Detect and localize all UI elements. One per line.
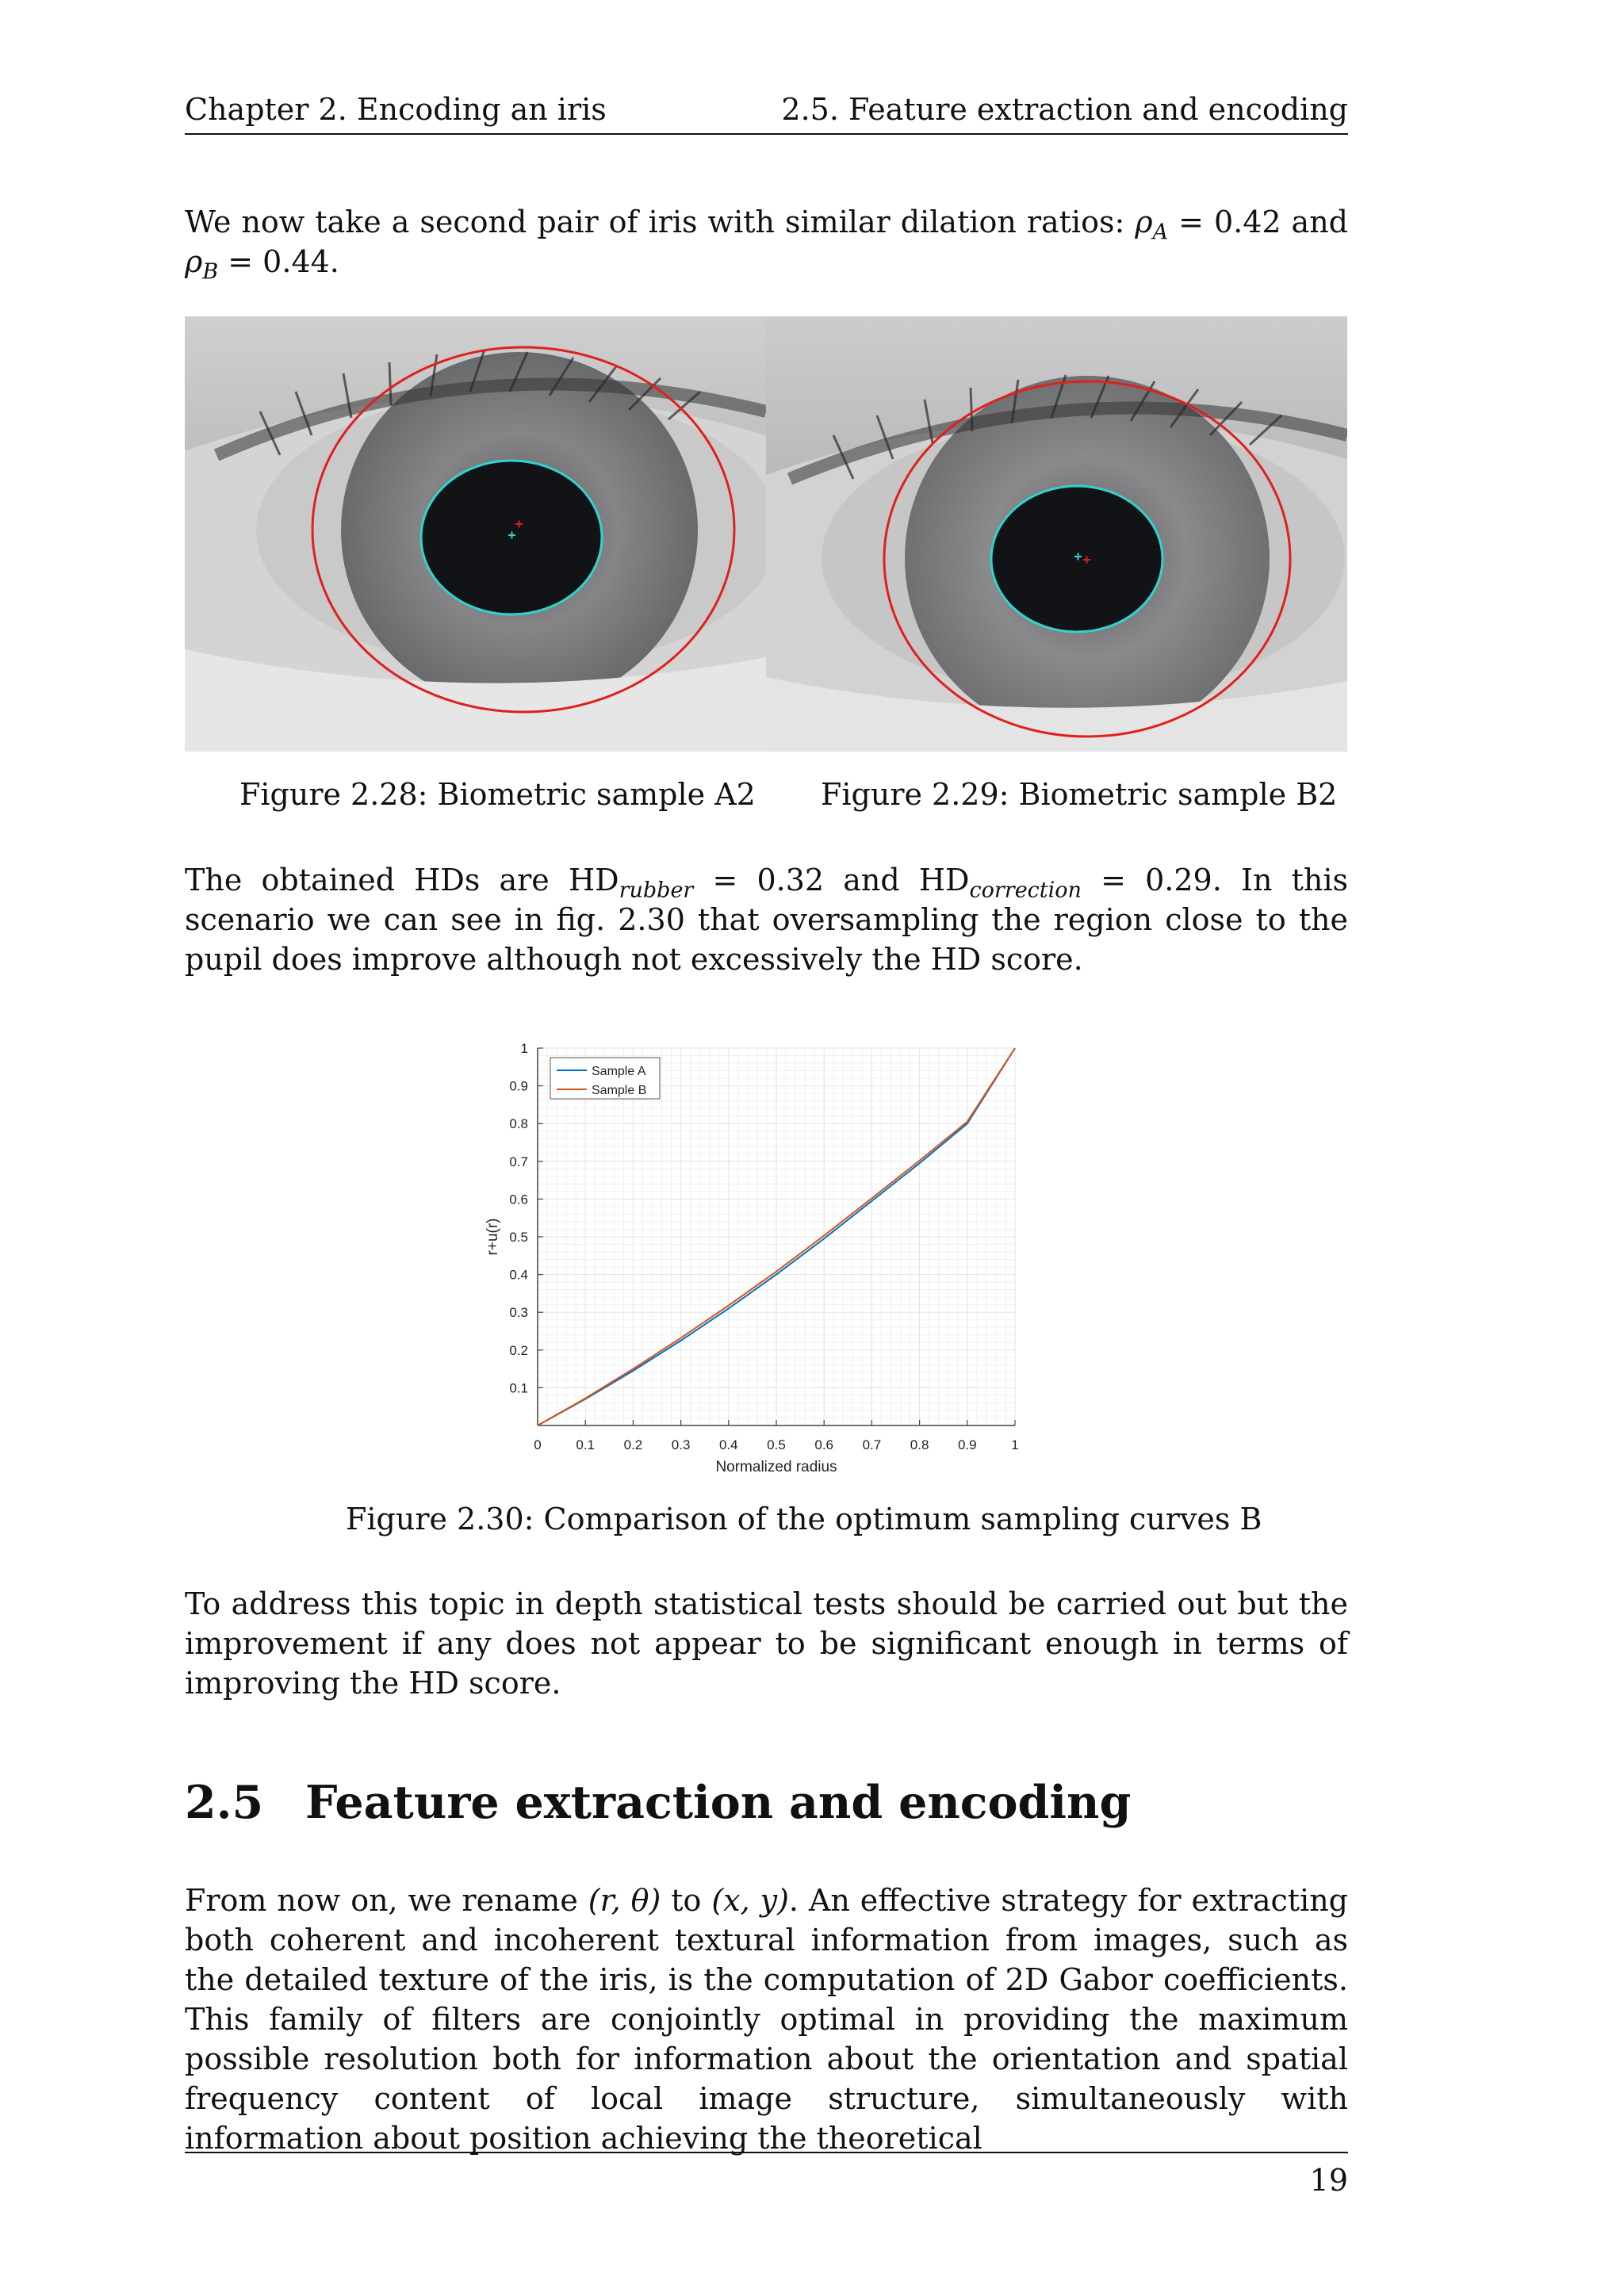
sampling-curve-chart	[484, 1031, 1039, 1483]
figure-caption-2-30: Figure 2.30: Comparison of the optimum sampling curves B	[346, 1502, 1262, 1536]
legend-label: Sample A	[592, 1065, 646, 1078]
rho-b-subscript: B	[202, 259, 219, 285]
x-axis-label: Normalized radius	[715, 1459, 837, 1475]
conclusion-paragraph: To address this topic in depth statistical tests should be carried out but the improvement if any does not appear to be significant enough in terms of improving the HD score.	[185, 1586, 1348, 1701]
section-text-3: . An effective strategy for extracting both coherent and incoherent textural information from images, such as the detailed texture of the iris, is the computation of 2D Gabor coefficients. This family of filters are conjointly optimal in providing the maximum possible resolution both for information about the orientation and spatial frequency content of local image structure, simultaneously with information about position achieving the theoretical	[185, 1883, 1349, 2156]
math-r-theta: (r, θ)	[588, 1883, 661, 1918]
figure-caption-b2: Figure 2.29: Biometric sample B2	[821, 777, 1338, 812]
x-tick-label: 0.6	[814, 1437, 834, 1452]
y-tick-label: 0.2	[509, 1342, 528, 1358]
section-number: 2.5	[185, 1776, 264, 1829]
y-tick-label: 0.1	[509, 1380, 528, 1396]
x-tick-label: 0.1	[576, 1437, 596, 1452]
y-tick-label: 0.4	[509, 1267, 528, 1283]
x-tick-label: 0.8	[910, 1437, 929, 1452]
section-text-2: to	[661, 1883, 712, 1918]
section-heading	[185, 1776, 1131, 1829]
x-tick-label: 0.4	[718, 1437, 738, 1452]
hd-subscript-rubber: rubber	[619, 878, 694, 903]
eye-a2-illustration	[185, 316, 766, 752]
intro-text: We now take a second pair of iris with similar dilation ratios:	[185, 205, 1136, 239]
figure-caption-a2: Figure 2.28: Biometric sample A2	[239, 777, 756, 812]
iris-image-b2	[766, 316, 1347, 752]
y-tick-label: 0.5	[509, 1230, 528, 1245]
rho-a-value: = 0.42 and	[1168, 205, 1349, 239]
y-tick-label: 1	[520, 1041, 528, 1056]
hd-subscript-correction: correction	[969, 878, 1082, 903]
y-axis-label: r+u(r)	[485, 1218, 501, 1256]
x-tick-label: 0.3	[671, 1437, 691, 1452]
intro-paragraph	[185, 202, 1349, 285]
x-tick-label: 0.2	[623, 1437, 643, 1452]
hd-text-3: = 0.29. In this scenario we can see in fig. 2.30 that oversampling the region close to the pupil does improve although not excessively the HD score.	[185, 863, 1349, 977]
rho-a: ρ	[1135, 205, 1153, 239]
hd-paragraph	[185, 860, 1348, 979]
y-tick-label: 0.6	[509, 1192, 528, 1207]
math-x-y: (x, y)	[711, 1883, 789, 1918]
x-tick-label: 0.7	[862, 1437, 882, 1452]
x-tick-label: 0.5	[767, 1437, 786, 1452]
footer-rule	[185, 2152, 1348, 2153]
hd-text-1: The obtained HDs are HD	[185, 863, 619, 897]
running-header	[185, 86, 1348, 135]
section-text-1: From now on, we rename	[185, 1883, 588, 1918]
x-tick-label: 1	[1011, 1437, 1019, 1452]
y-tick-label: 0.3	[509, 1305, 528, 1321]
x-tick-label: 0	[534, 1437, 542, 1452]
hd-text-2: = 0.32 and HD	[693, 863, 970, 897]
rho-b-value: = 0.44.	[218, 244, 339, 279]
y-tick-label: 0.9	[509, 1078, 528, 1094]
legend-label: Sample B	[592, 1084, 647, 1097]
header-section: 2.5. Feature extraction and encoding	[781, 92, 1348, 127]
page-number: 19	[1309, 2163, 1348, 2198]
section-title-text: Feature extraction and encoding	[305, 1776, 1132, 1829]
section-paragraph	[185, 1881, 1348, 2158]
x-tick-label: 0.9	[957, 1437, 977, 1452]
rho-a-subscript: A	[1152, 220, 1169, 245]
y-tick-label: 0.8	[509, 1116, 528, 1132]
y-tick-label: 0.7	[509, 1154, 528, 1169]
iris-image-a2	[185, 316, 766, 752]
header-chapter: Chapter 2. Encoding an iris	[185, 92, 607, 127]
eye-b2-illustration	[766, 316, 1347, 752]
chart-svg	[484, 1031, 1039, 1483]
rho-b: ρ	[185, 244, 203, 279]
